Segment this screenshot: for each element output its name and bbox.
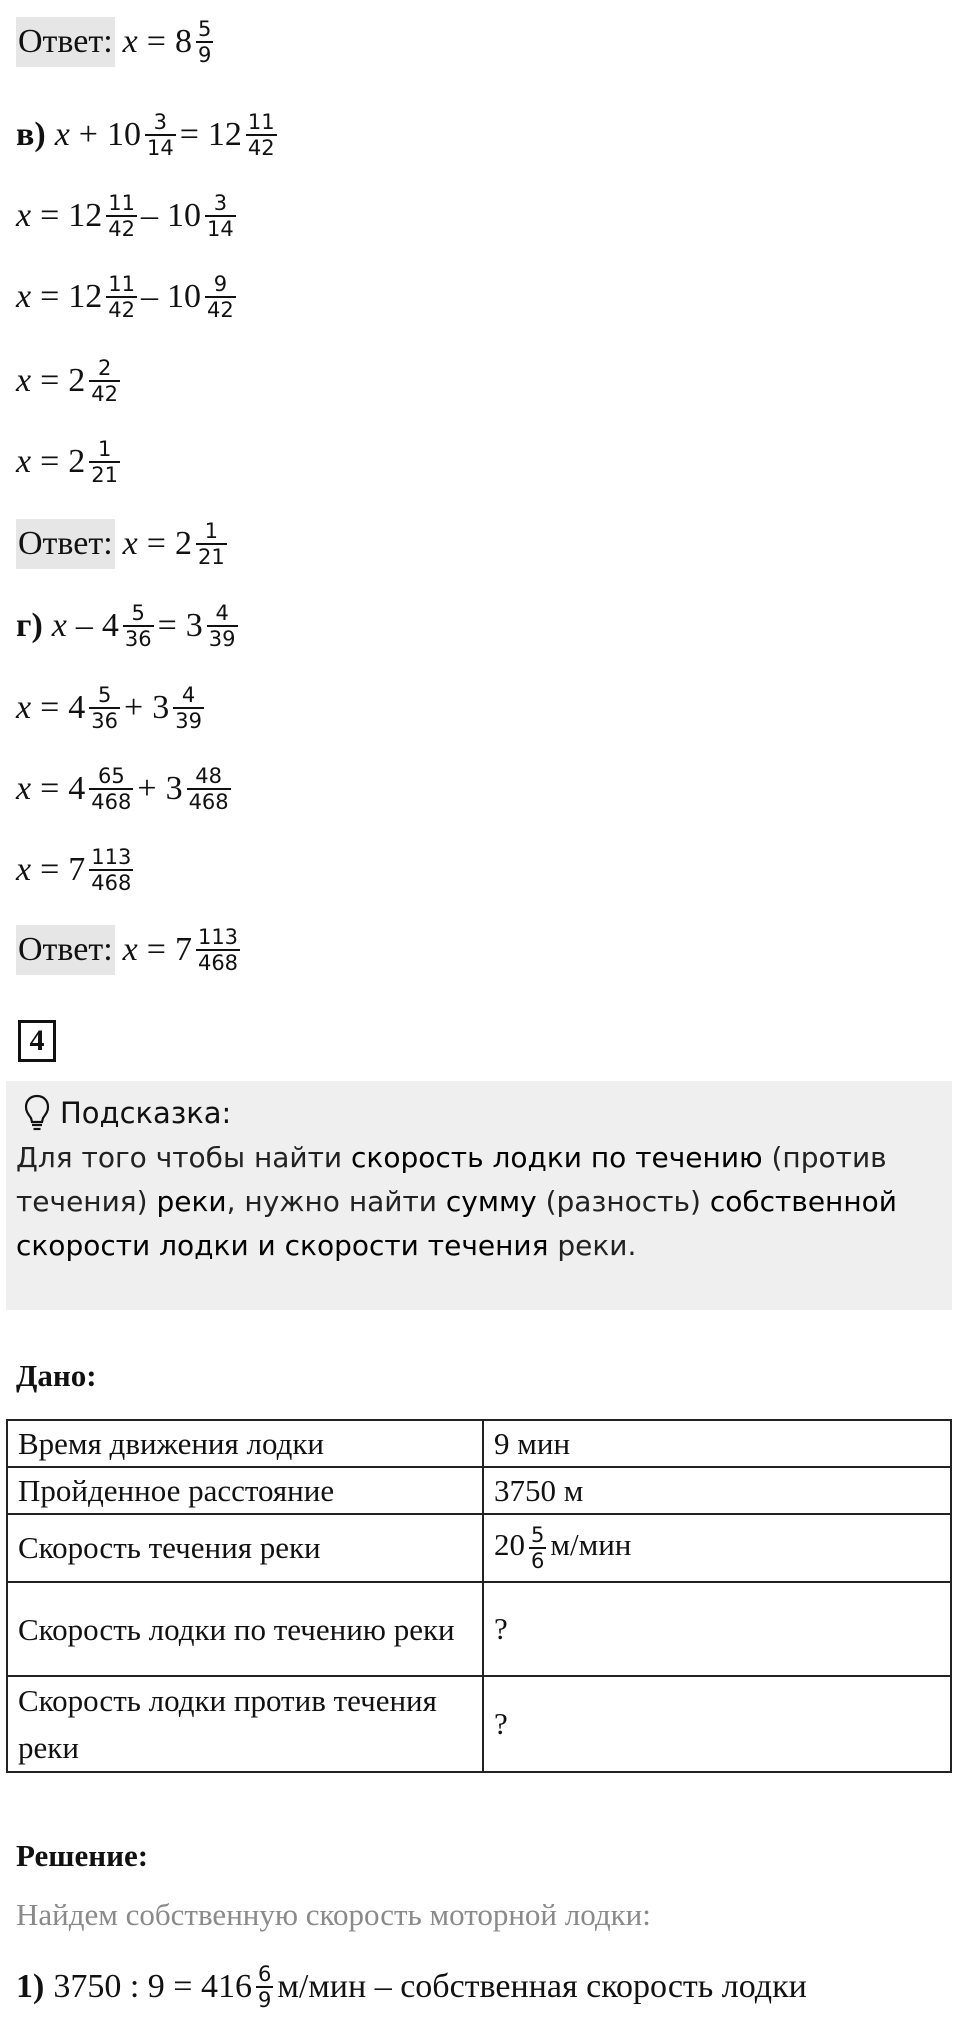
fraction: $\frac{6}{9}$ — [257, 1961, 272, 2012]
given-label: Скорость лодки против течения реки — [7, 1676, 483, 1772]
whole-part: 12 — [207, 116, 242, 153]
answer-label: Ответ: — [16, 925, 115, 975]
given-label: Время движения лодки — [7, 1420, 483, 1467]
fraction: $\frac{11}{42}$ — [247, 109, 275, 160]
fraction: $\frac{3}{14}$ — [146, 109, 174, 160]
given-value: 3750 м — [483, 1467, 951, 1514]
answer-g — [16, 918, 244, 982]
fraction: $\frac{4}{39}$ — [208, 600, 236, 651]
table-row — [7, 1514, 951, 1582]
table-row — [7, 1467, 951, 1514]
equation-v — [16, 103, 281, 167]
given-value — [483, 1514, 951, 1582]
variable-x: x — [16, 443, 32, 480]
whole-part: 4 — [101, 607, 119, 644]
hint-emphasis: собственной скорости лодки и скорости течения — [16, 1185, 897, 1262]
whole-part: 10 — [106, 116, 141, 153]
part-label-v: в) — [16, 116, 46, 153]
equals-sign: = — [40, 851, 60, 888]
minus-sign: – — [75, 607, 93, 644]
given-title: Дано: — [16, 1358, 97, 1393]
answer-v — [16, 512, 231, 576]
equation-g — [16, 594, 242, 658]
step-g-2 — [16, 757, 235, 821]
whole-part: 7 — [68, 851, 86, 888]
step-v-2 — [16, 265, 240, 329]
whole-part: 12 — [68, 278, 103, 315]
hint-text-part: (против течения) — [16, 1141, 887, 1218]
equals-sign: = — [157, 607, 177, 644]
step-v-1 — [16, 184, 240, 248]
step-expression: 3750 : 9 = 416 — [53, 1968, 252, 2005]
fraction: $\frac{11}{42}$ — [108, 271, 136, 322]
given-value: ? — [483, 1582, 951, 1676]
equals-sign: = — [40, 443, 60, 480]
equals-sign: = — [40, 689, 60, 726]
equals-sign: = — [40, 278, 60, 315]
hint-text-part: реки. — [548, 1229, 637, 1262]
fraction: $\frac{3}{14}$ — [207, 190, 234, 241]
variable-x: x — [51, 607, 67, 644]
whole-part: 7 — [174, 931, 192, 968]
given-value: 9 мин — [483, 1420, 951, 1467]
part-label-g: г) — [16, 607, 43, 644]
given-label: Скорость течения реки — [7, 1514, 483, 1582]
fraction: $\frac{5}{36}$ — [124, 600, 152, 651]
variable-x: x — [122, 23, 138, 60]
hint-emphasis: скорость лодки по течению — [351, 1141, 763, 1174]
whole-part: 8 — [174, 23, 192, 60]
equals-sign: = — [146, 931, 166, 968]
plus-sign: + — [78, 116, 98, 153]
equals-sign: = — [146, 23, 166, 60]
whole-part: 10 — [167, 278, 202, 315]
whole-part: 2 — [174, 525, 192, 562]
whole-part: 4 — [68, 770, 86, 807]
hint-title: Подсказка: — [60, 1096, 232, 1130]
table-row — [7, 1582, 951, 1676]
solution-step-1 — [16, 1955, 807, 2019]
given-label: Скорость лодки по течению реки — [7, 1582, 483, 1676]
hint-emphasis: реки — [156, 1185, 227, 1218]
solution-intro: Найдем собственную скорость моторной лодки: — [16, 1897, 651, 1932]
lightbulb-icon — [24, 1094, 50, 1132]
step-g-1 — [16, 676, 208, 740]
fraction: $\frac{48}{468}$ — [188, 763, 229, 814]
variable-x: x — [16, 851, 32, 888]
hint-emphasis: сумму — [445, 1185, 537, 1218]
equals-sign: = — [40, 770, 60, 807]
fraction: $\frac{9}{42}$ — [207, 271, 234, 322]
task-number-badge: 4 — [18, 1020, 56, 1062]
plus-sign: + — [137, 770, 157, 807]
variable-x: x — [122, 931, 138, 968]
solution-title: Решение: — [16, 1838, 149, 1873]
variable-x: x — [16, 197, 32, 234]
variable-x: x — [122, 525, 138, 562]
hint-text-part: , нужно найти — [226, 1185, 446, 1218]
whole-part: 4 — [68, 689, 86, 726]
hint-text-part: Для того чтобы найти — [16, 1141, 352, 1174]
answer-previous — [16, 10, 217, 74]
equals-sign: = — [146, 525, 166, 562]
plus-sign: + — [124, 689, 144, 726]
fraction: $\frac{113}{468}$ — [197, 924, 239, 975]
variable-x: x — [54, 116, 70, 153]
fraction: $\frac{1}{21}$ — [197, 518, 225, 569]
given-table — [6, 1419, 952, 1773]
table-row — [7, 1676, 951, 1772]
fraction: $\frac{113}{468}$ — [91, 844, 132, 895]
table-row — [7, 1420, 951, 1467]
hint-header — [24, 1093, 231, 1133]
hint-text — [16, 1136, 936, 1268]
fraction: $\frac{5}{6}$ — [531, 1522, 545, 1573]
minus-sign: – — [141, 278, 159, 315]
fraction: $\frac{1}{21}$ — [91, 436, 119, 487]
whole-part: 2 — [68, 443, 86, 480]
equals-sign: = — [40, 362, 60, 399]
fraction: $\frac{65}{468}$ — [91, 763, 132, 814]
whole-part: 20 — [494, 1527, 525, 1563]
minus-sign: – — [141, 197, 159, 234]
whole-part: 10 — [167, 197, 202, 234]
step-v-3 — [16, 349, 124, 413]
step-tail: м/мин – собственная скорость лодки — [277, 1968, 807, 2005]
variable-x: x — [16, 278, 32, 315]
fraction: $\frac{5}{9}$ — [197, 16, 212, 67]
fraction: $\frac{4}{39}$ — [175, 682, 202, 733]
step-v-4 — [16, 430, 124, 494]
whole-part: 3 — [185, 607, 203, 644]
equals-sign: = — [40, 197, 60, 234]
given-label: Пройденное расстояние — [7, 1467, 483, 1514]
answer-label: Ответ: — [16, 519, 115, 569]
unit: м/мин — [550, 1527, 632, 1563]
answer-label: Ответ: — [16, 17, 115, 67]
whole-part: 3 — [165, 770, 183, 807]
whole-part: 3 — [152, 689, 170, 726]
variable-x: x — [16, 362, 32, 399]
step-number: 1) — [16, 1968, 45, 2005]
fraction: $\frac{11}{42}$ — [108, 190, 136, 241]
fraction: $\frac{2}{42}$ — [91, 355, 119, 406]
whole-part: 2 — [68, 362, 86, 399]
variable-x: x — [16, 770, 32, 807]
equals-sign: = — [179, 116, 199, 153]
step-g-3 — [16, 838, 137, 902]
fraction: $\frac{5}{36}$ — [91, 682, 119, 733]
hint-box — [6, 1081, 952, 1310]
given-value: ? — [483, 1676, 951, 1772]
hint-text-part: (разность) — [536, 1185, 710, 1218]
variable-x: x — [16, 689, 32, 726]
whole-part: 12 — [68, 197, 103, 234]
